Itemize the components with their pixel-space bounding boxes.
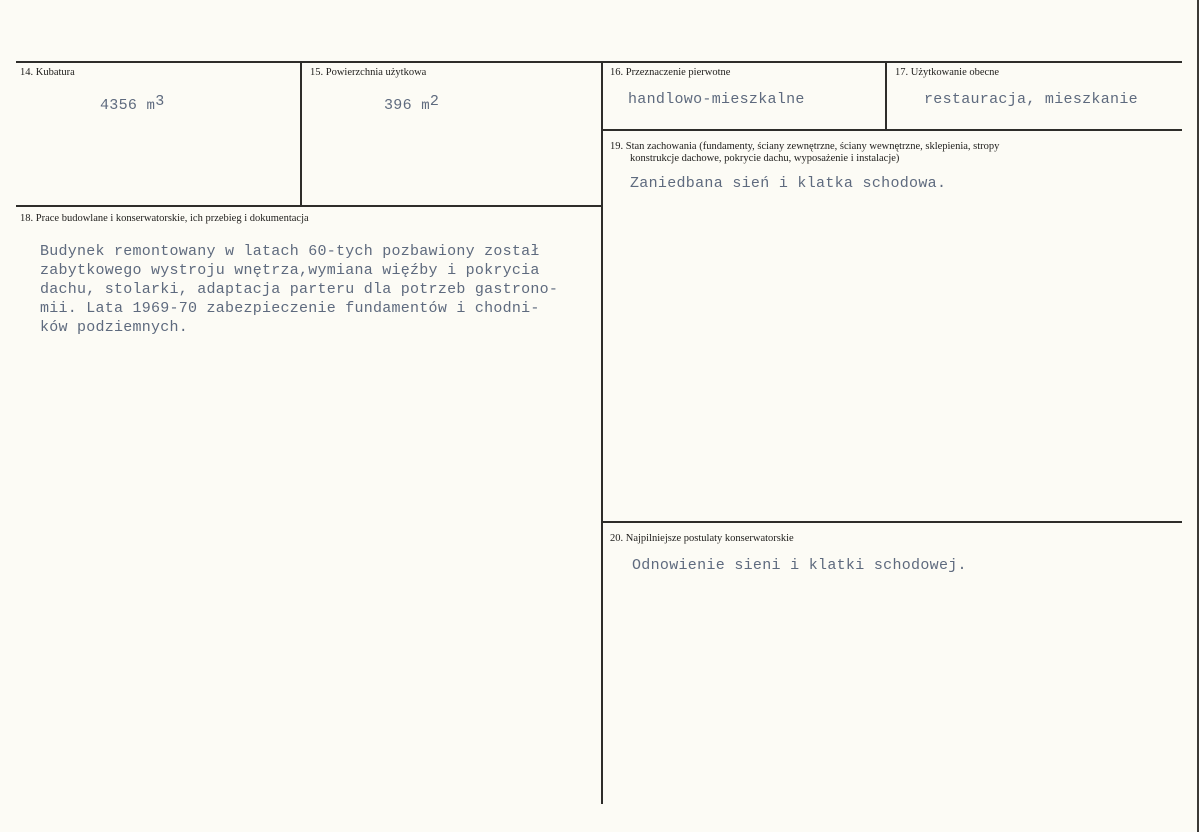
field-18-line: dachu, stolarki, adaptacja parteru dla potrzeb gastrono- [40,281,559,298]
kubatura-number: 4356 [100,97,138,114]
field-17-value: restauracja, mieszkanie [924,91,1138,108]
field-18-line: ków podziemnych. [40,319,189,336]
field-20-label: 20. Najpilniejsze postulaty konserwatorskie [610,533,794,544]
field-18-line: Budynek remontowany w latach 60-tych pozbawiony został [40,243,540,260]
field-17-label: 17. Użytkowanie obecne [895,67,1000,78]
area-number: 396 [384,97,412,114]
main-column-divider [601,61,603,804]
field-15-label: 15. Powierzchnia użytkowa [310,67,427,78]
divider-14-15 [300,61,302,207]
field-18-text [40,242,558,337]
rule-under-16-17 [602,129,1182,131]
divider-16-17 [885,61,887,131]
field-15-value [384,93,440,114]
field-20-value: Odnowienie sieni i klatki schodowej. [632,557,967,574]
field-14-value [100,93,165,114]
kubatura-unit: m [146,98,156,114]
area-unit: m [421,98,430,114]
kubatura-exponent: 3 [155,93,165,110]
rule-above-20 [602,521,1182,523]
field-19-label-line-2: konstrukcje dachowe, pokrycie dachu, wyposażenie i instalacje) [630,153,900,164]
field-18-line: mii. Lata 1969-70 zabezpieczenie fundamentów i chodni- [40,300,540,317]
field-18-line: zabytkowego wystroju wnętrza,wymiana więźby i pokrycia [40,262,540,279]
area-exponent: 2 [429,93,440,110]
field-16-value: handlowo-mieszkalne [628,91,805,108]
field-19-value: Zaniedbana sień i klatka schodowa. [630,175,947,192]
rule-above-18 [16,205,602,207]
field-18-label: 18. Prace budowlane i konserwatorskie, ich przebieg i dokumentacja [20,213,309,224]
field-19-label-line-1: 19. Stan zachowania (fundamenty, ściany zewnętrzne, ściany wewnętrzne, sklepienia, stropy [610,141,1000,152]
field-16-label: 16. Przeznaczenie pierwotne [610,67,731,78]
top-rule [16,61,1182,63]
field-14-label: 14. Kubatura [20,67,75,78]
